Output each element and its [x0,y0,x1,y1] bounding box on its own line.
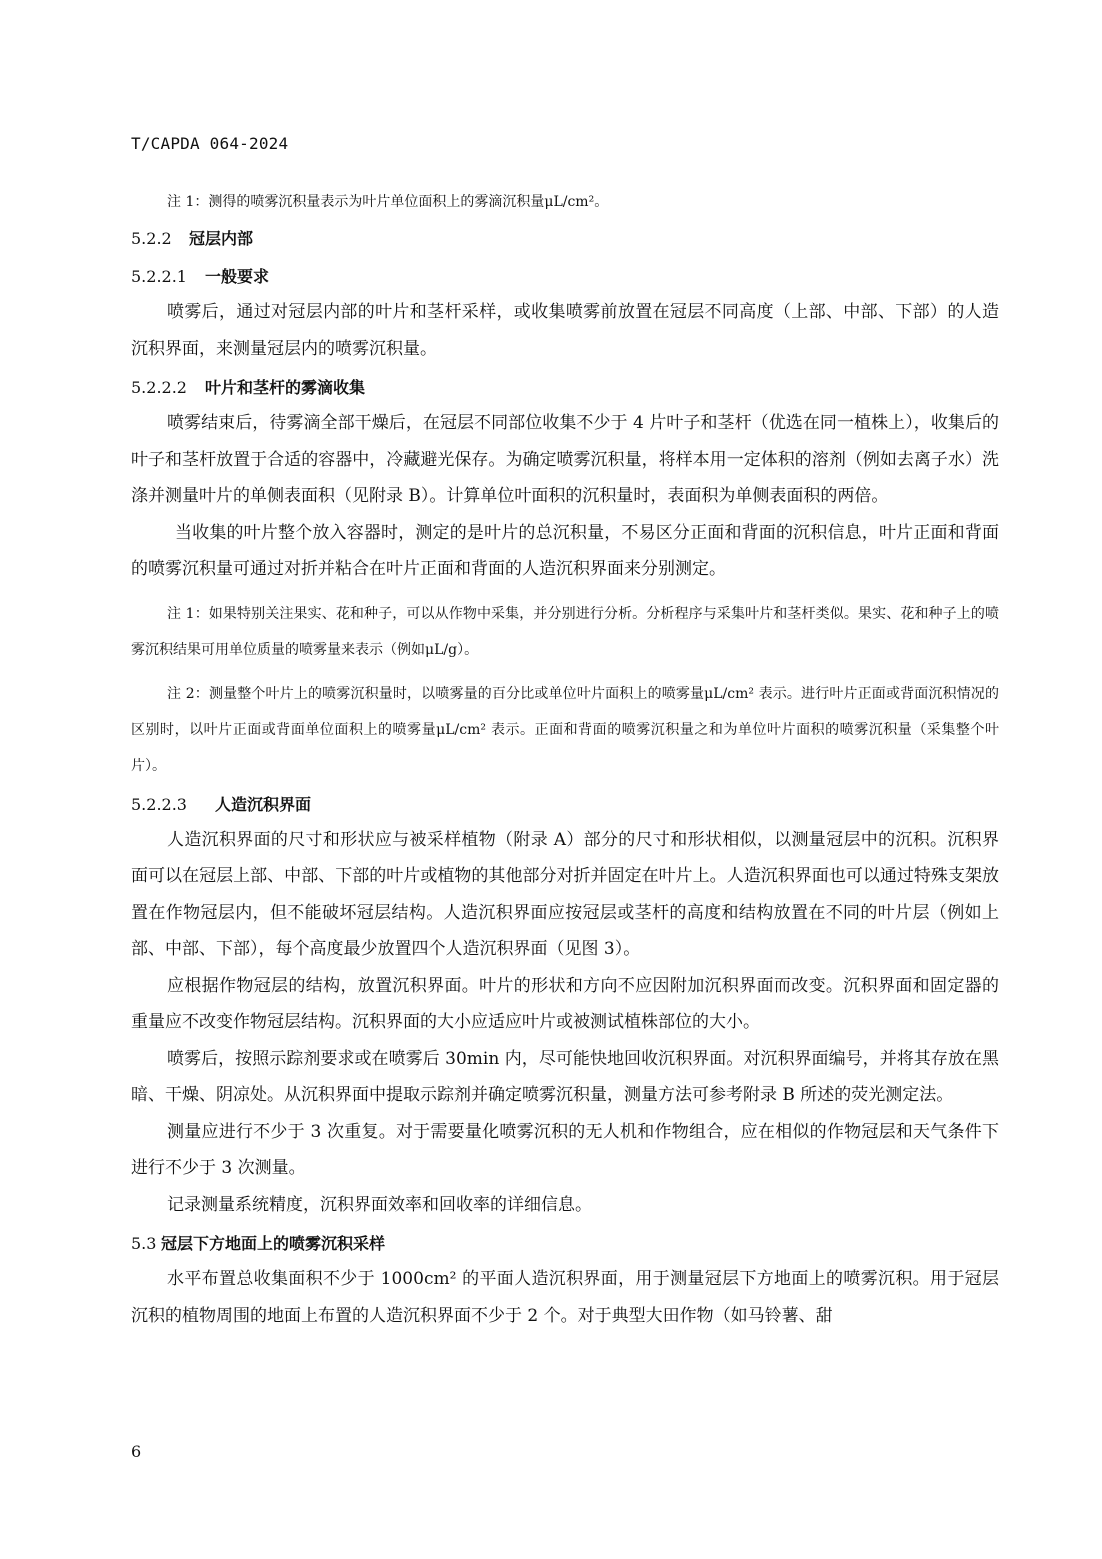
paragraph: 人造沉积界面的尺寸和形状应与被采样植物（附录 A）部分的尺寸和形状相似，以测量冠层中的沉积。沉积界面可以在冠层上部、中部、下部的叶片或植物的其他部分对折并固定在叶片上。人造沉积界面也可以通过特殊支架放置在作物冠层内，但不能破坏冠层结构。人造沉积界面应按冠层或茎杆的高度和结构放置在不同的叶片层（例如上部、中部、下部），每个高度最少放置四个人造沉积界面（见图 3）。 [131,829,999,959]
heading-5-2-2-1 [131,260,999,294]
section-title: 人造沉积界面 [215,794,312,814]
note-1: 注 1：如果特别关注果实、花和种子，可以从作物中采集，并分别进行分析。分析程序与采集叶片和茎杆类似。果实、花和种子上的喷雾沉积结果可用单位质量的喷雾量来表示（例如μL/g）。 [131,605,999,658]
heading-5-2-2-3 [131,788,999,822]
section-number: 5.2.2.1 [131,267,187,286]
note-top: 注 1：测得的喷雾沉积量表示为叶片单位面积上的雾滴沉积量μL/cm²。 [167,194,609,210]
paragraph: 水平布置总收集面积不少于 1000cm² 的平面人造沉积界面，用于测量冠层下方地面上的喷雾沉积。用于冠层沉积的植物周围的地面上布置的人造沉积界面不少于 2 个。对于典型大田作物（如马铃薯、甜 [131,1269,999,1326]
paragraph: 记录测量系统精度，沉积界面效率和回收率的详细信息。 [167,1194,592,1215]
section-number: 5.3 [131,1234,157,1253]
paragraph: 当收集的叶片整个放入容器时，测定的是叶片的总沉积量，不易区分正面和背面的沉积信息，叶片正面和背面的喷雾沉积量可通过对折并粘合在叶片正面和背面的人造沉积界面来分别测定。 [131,522,999,579]
paragraph: 喷雾结束后，待雾滴全部干燥后，在冠层不同部位收集不少于 4 片叶子和茎杆（优选在同一植株上），收集后的叶子和茎杆放置于合适的容器中，冷藏避光保存。为确定喷雾沉积量，将样本用一定体积的溶剂（例如去离子水）洗涤并测量叶片的单侧表面积（见附录 B）。计算单位叶面积的沉积量时，表面积为单侧表面积的两倍。 [131,413,999,506]
section-number: 5.2.2 [131,229,172,248]
document-code-header: T/CAPDA 064-2024 [131,134,289,153]
paragraph: 测量应进行不少于 3 次重复。对于需要量化喷雾沉积的无人机和作物组合，应在相似的作物冠层和天气条件下进行不少于 3 次测量。 [131,1121,999,1178]
page-number: 6 [131,1442,142,1461]
paragraph: 应根据作物冠层的结构，放置沉积界面。叶片的形状和方向不应因附加沉积界面而改变。沉积界面和固定器的重量应不改变作物冠层结构。沉积界面的大小应适应叶片或被测试植株部位的大小。 [131,975,999,1032]
section-title: 冠层内部 [189,229,254,248]
note-2: 注 2：测量整个叶片上的喷雾沉积量时，以喷雾量的百分比或单位叶片面积上的喷雾量μL/cm² 表示。进行叶片正面或背面沉积情况的区别时，以叶片正面或背面单位面积上的喷雾量μL/cm² 表示。正面和背面的喷雾沉积量之和为单位叶片面积的喷雾沉积量（采集整个叶片）。 [131,685,999,774]
document-body [131,186,999,1334]
paragraph: 喷雾后，按照示踪剂要求或在喷雾后 30min 内，尽可能快地回收沉积界面。对沉积界面编号，并将其存放在黑暗、干燥、阴凉处。从沉积界面中提取示踪剂并确定喷雾沉积量，测量方法可参考附录 B 所述的荧光测定法。 [131,1048,999,1105]
section-title: 一般要求 [205,267,270,286]
section-title: 叶片和茎杆的雾滴收集 [205,378,366,397]
section-title: 冠层下方地面上的喷雾沉积采样 [161,1234,386,1253]
section-number: 5.2.2.3 [131,794,187,814]
heading-5-3 [131,1227,999,1261]
heading-5-2-2-2 [131,371,999,405]
heading-5-2-2 [131,222,999,256]
section-number: 5.2.2.2 [131,378,187,397]
paragraph: 喷雾后，通过对冠层内部的叶片和茎杆采样，或收集喷雾前放置在冠层不同高度（上部、中部、下部）的人造沉积界面，来测量冠层内的喷雾沉积量。 [131,302,999,359]
